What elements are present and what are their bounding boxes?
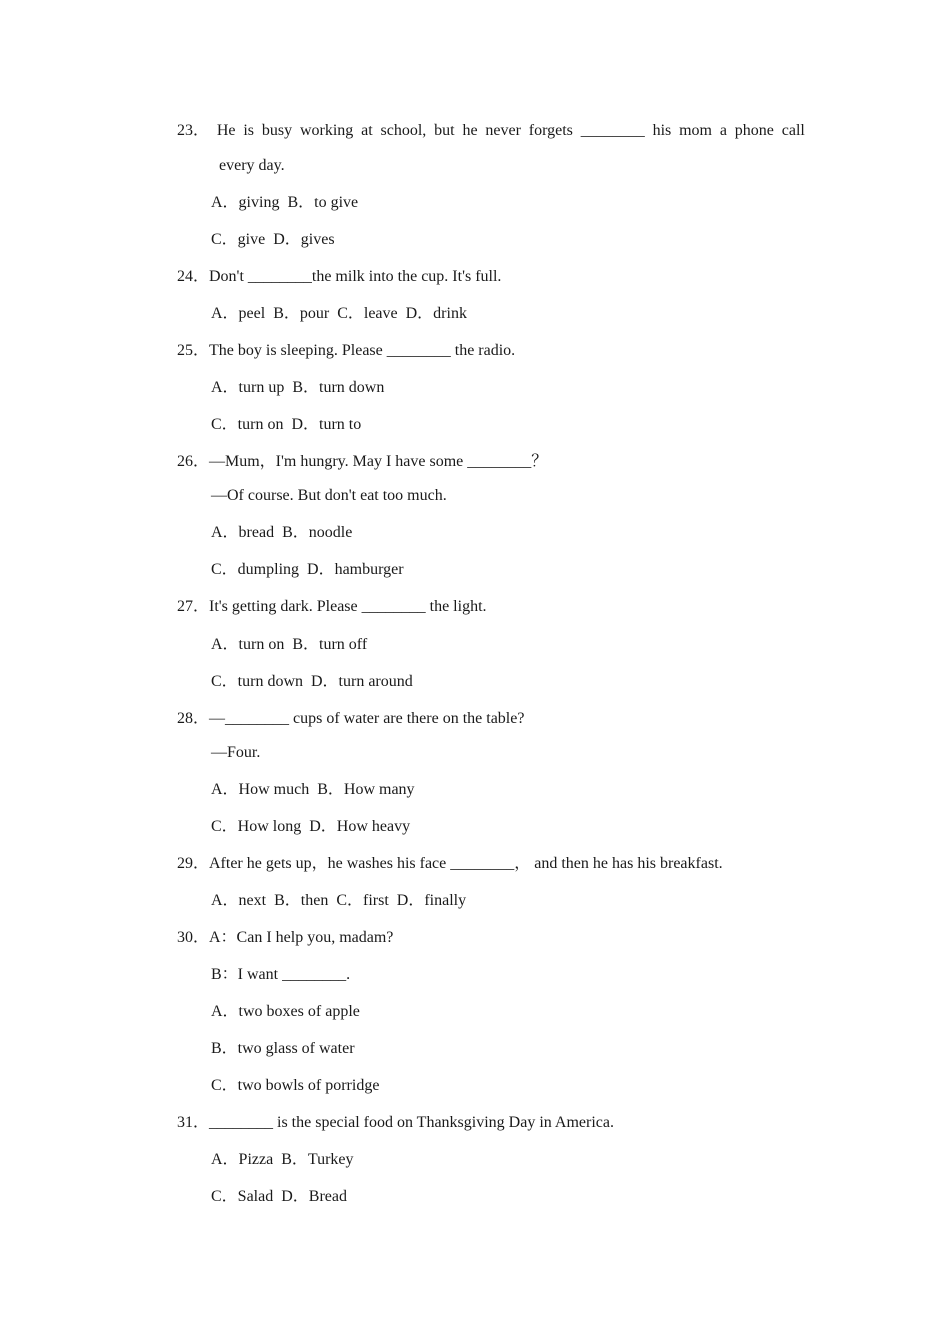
question-28-options-cd: C．How long D．How heavy [211, 818, 411, 835]
question-23-stem-continued: every day. [219, 157, 285, 174]
word: phone [734, 122, 774, 139]
word: call [781, 122, 805, 139]
question-23-stem [177, 121, 805, 141]
word: He [216, 122, 236, 139]
question-24-options: A．peel B．pour C．leave D．drink [211, 305, 467, 322]
question-30-option-b: B．two glass of water [211, 1040, 355, 1057]
question-31-stem: 31．________ is the special food on Thanksgiving Day in America. [177, 1114, 614, 1131]
question-30-option-c: C．two bowls of porridge [211, 1077, 380, 1094]
question-24-stem: 24．Don't ________the milk into the cup. It's full. [177, 268, 502, 285]
question-23-options-cd: C．give D．gives [211, 231, 335, 248]
question-31-options-ab: A．Pizza B．Turkey [211, 1151, 354, 1168]
question-30-reply: B：I want ________. [211, 966, 351, 983]
question-27-options-cd: C．turn down D．turn around [211, 673, 413, 690]
word: working [299, 122, 354, 139]
question-25-stem: 25．The boy is sleeping. Please ________ the radio. [177, 342, 516, 359]
question-26-stem: 26．—Mum，I'm hungry. May I have some ________？ [177, 453, 548, 470]
question-23-options-ab: A．giving B．to give [211, 194, 359, 211]
word: forgets [528, 122, 573, 139]
question-30-stem: 30．A：Can I help you, madam? [177, 929, 394, 946]
question-29-options: A．next B．then C．first D．finally [211, 892, 467, 909]
word: 23． [177, 122, 210, 139]
question-25-options-cd: C．turn on D．turn to [211, 416, 362, 433]
question-28-reply: —Four. [211, 744, 261, 761]
question-26-reply: —Of course. But don't eat too much. [211, 487, 447, 504]
question-26-options-cd: C．dumpling D．hamburger [211, 561, 404, 578]
word: never [485, 122, 521, 139]
word: is [243, 122, 255, 139]
question-31-options-cd: C．Salad D．Bread [211, 1188, 347, 1205]
word: busy [261, 122, 293, 139]
question-30-option-a: A．two boxes of apple [211, 1003, 360, 1020]
answer-blank: ________ [580, 122, 645, 139]
word: but [434, 122, 455, 139]
question-29-stem: 29．After he gets up，he washes his face ________， and then he has his breakfast. [177, 855, 723, 872]
word: a [719, 122, 727, 139]
word: at [361, 122, 373, 139]
question-28-stem: 28．—________ cups of water are there on the table? [177, 710, 525, 727]
question-28-options-ab: A．How much B．How many [211, 781, 415, 798]
word: mom [679, 122, 712, 139]
question-27-options-ab: A．turn on B．turn off [211, 636, 368, 653]
question-25-options-ab: A．turn up B．turn down [211, 379, 385, 396]
word: school, [380, 122, 427, 139]
question-27-stem: 27．It's getting dark. Please ________ the light. [177, 598, 487, 615]
question-26-options-ab: A．bread B．noodle [211, 524, 353, 541]
word: his [652, 122, 672, 139]
word: he [462, 122, 478, 139]
